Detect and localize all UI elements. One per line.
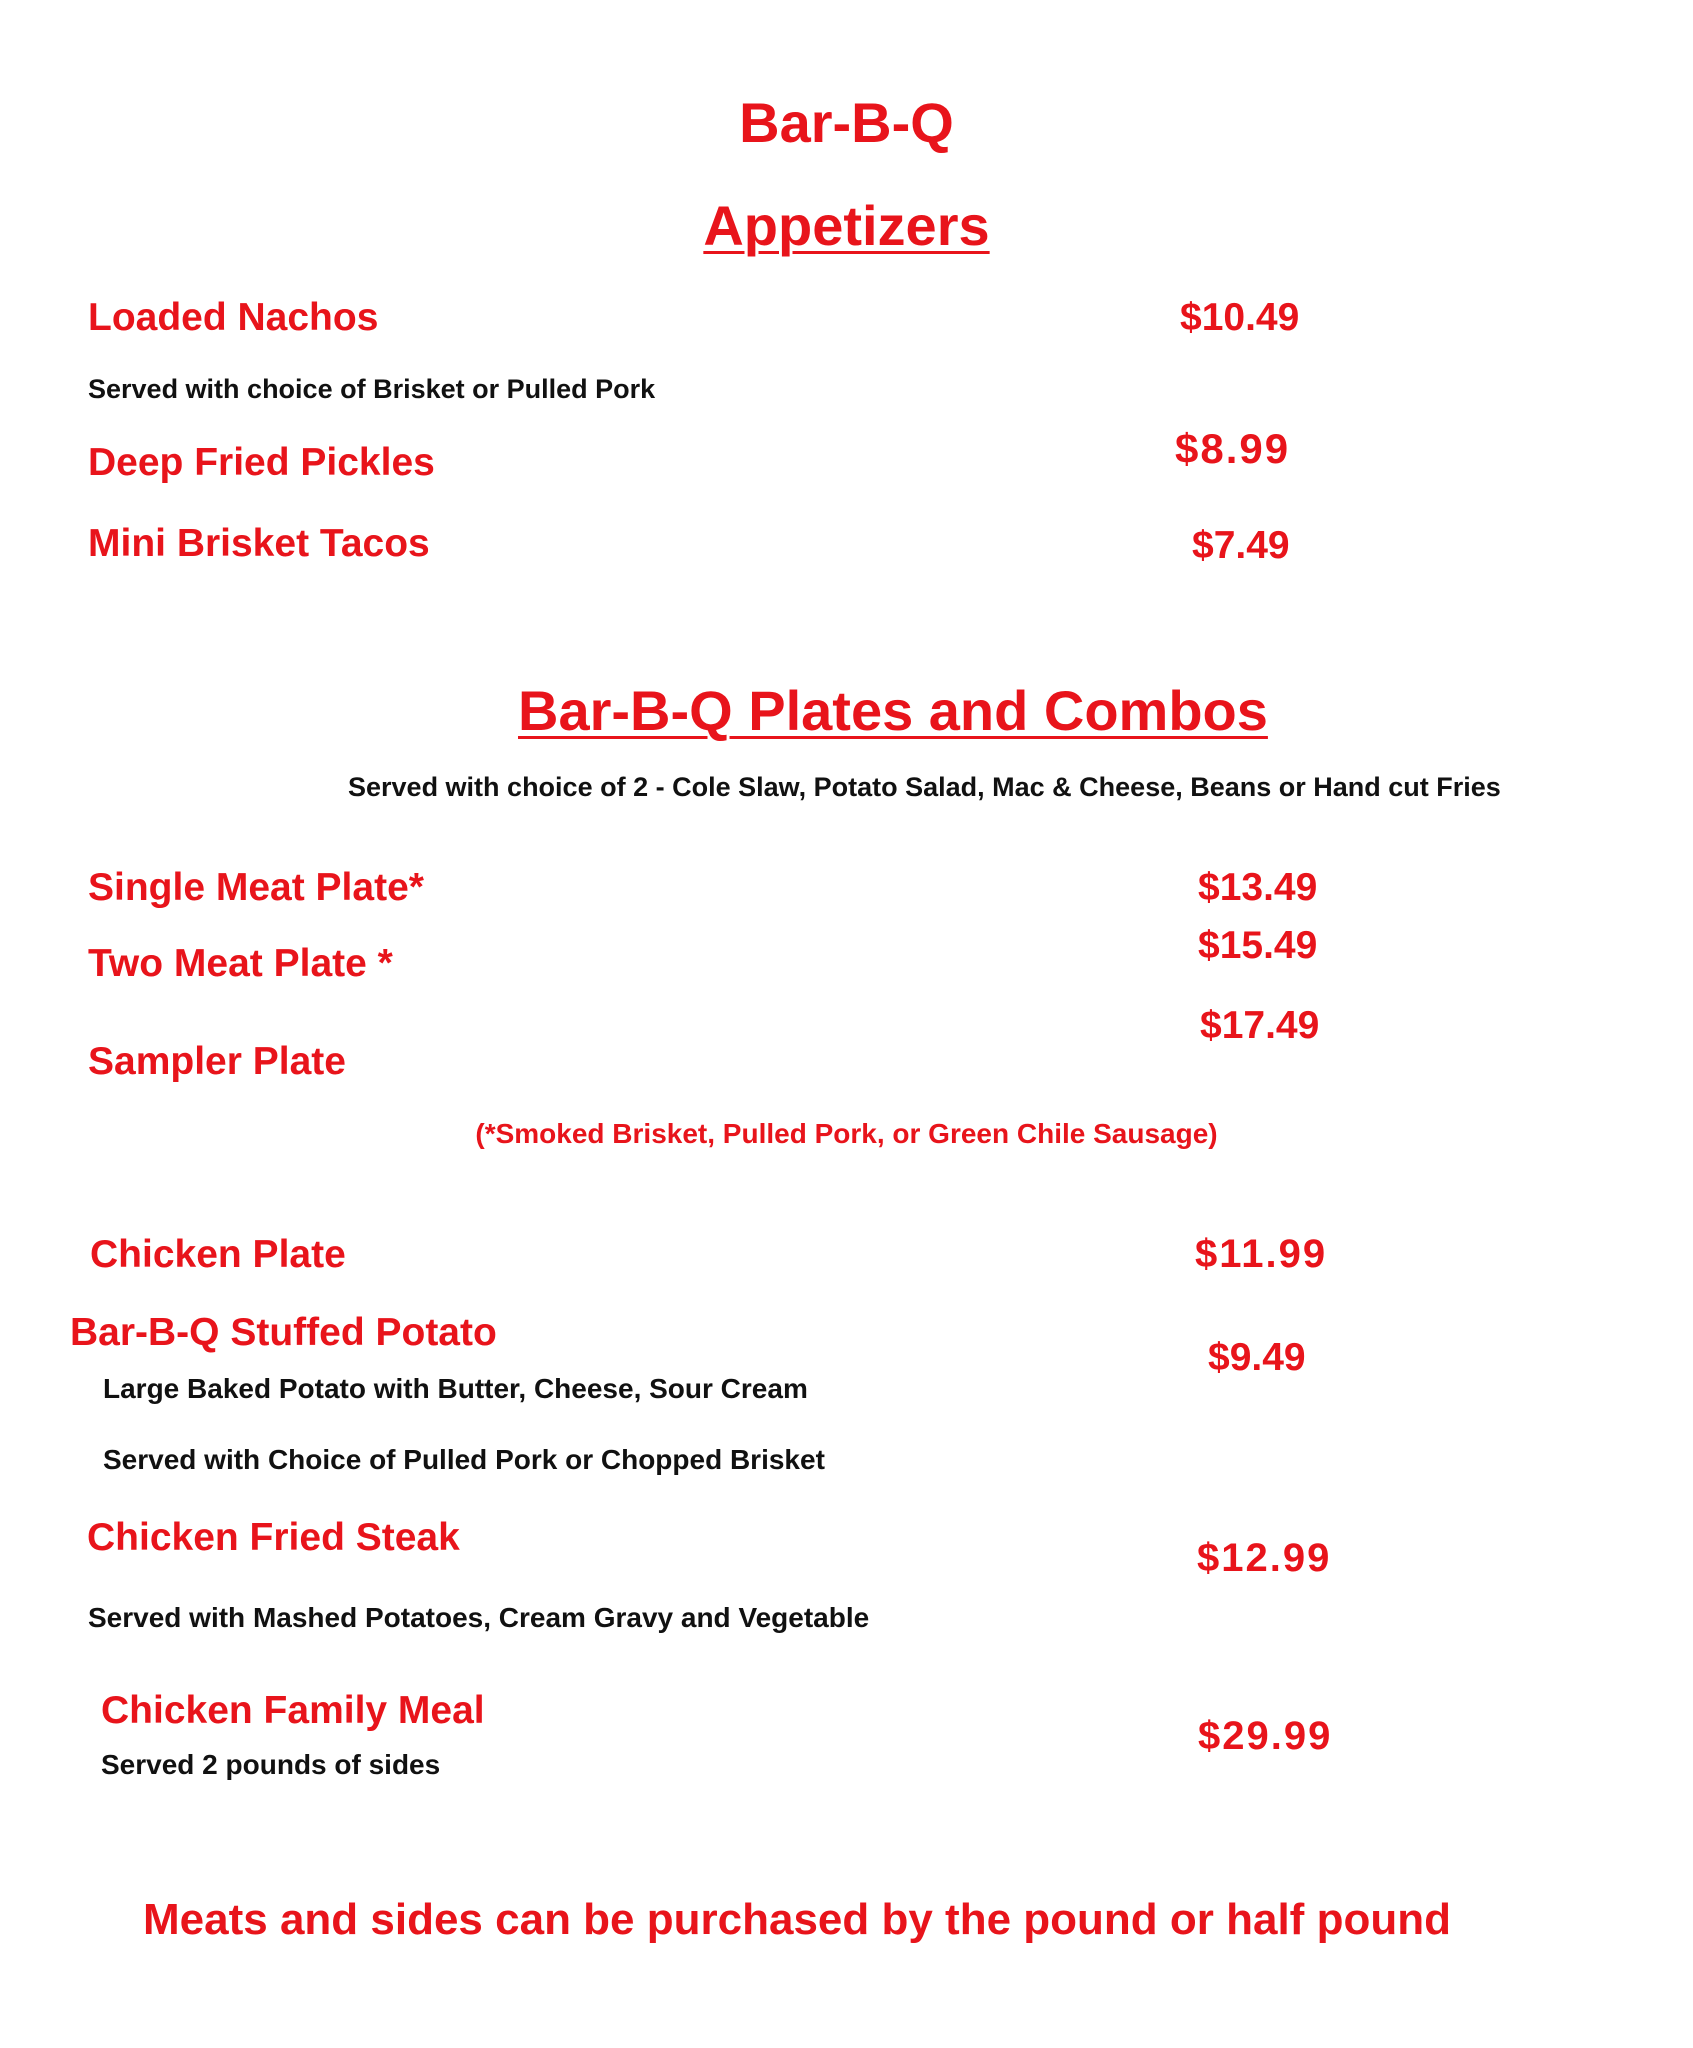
item-mini-brisket-tacos: Mini Brisket Tacos bbox=[88, 522, 430, 565]
desc-chicken-family-meal: Served 2 pounds of sides bbox=[101, 1749, 441, 1780]
price-two-meat-plate: $15.49 bbox=[1198, 924, 1318, 967]
price-chicken-plate: $11.99 bbox=[1195, 1232, 1328, 1276]
price-bbq-stuffed-potato: $9.49 bbox=[1208, 1336, 1306, 1379]
item-chicken-fried-steak: Chicken Fried Steak bbox=[87, 1516, 460, 1559]
price-deep-fried-pickles: $8.99 bbox=[1175, 425, 1291, 472]
item-loaded-nachos: Loaded Nachos bbox=[88, 296, 379, 339]
price-chicken-family-meal: $29.99 bbox=[1198, 1714, 1333, 1758]
menu-title: Bar-B-Q bbox=[739, 91, 954, 154]
item-chicken-family-meal: Chicken Family Meal bbox=[101, 1689, 485, 1732]
footer-note: Meats and sides can be purchased by the pound or half pound bbox=[143, 1895, 1451, 1944]
item-single-meat-plate: Single Meat Plate* bbox=[88, 866, 424, 909]
price-mini-brisket-tacos: $7.49 bbox=[1192, 524, 1290, 567]
item-deep-fried-pickles: Deep Fried Pickles bbox=[88, 441, 435, 484]
price-loaded-nachos: $10.49 bbox=[1180, 296, 1300, 339]
desc-bbq-stuffed-potato-2: Served with Choice of Pulled Pork or Chopped Brisket bbox=[103, 1444, 825, 1475]
item-two-meat-plate: Two Meat Plate * bbox=[88, 942, 393, 985]
desc-bbq-stuffed-potato-1: Large Baked Potato with Butter, Cheese, Sour Cream bbox=[103, 1373, 808, 1404]
desc-chicken-fried-steak: Served with Mashed Potatoes, Cream Gravy and Vegetable bbox=[88, 1602, 870, 1633]
price-sampler-plate: $17.49 bbox=[1200, 1004, 1320, 1047]
price-chicken-fried-steak: $12.99 bbox=[1197, 1536, 1332, 1580]
price-single-meat-plate: $13.49 bbox=[1198, 866, 1318, 909]
item-chicken-plate: Chicken Plate bbox=[90, 1233, 346, 1276]
meat-choice-note: (*Smoked Brisket, Pulled Pork, or Green Chile Sausage) bbox=[475, 1118, 1218, 1149]
appetizers-heading: Appetizers bbox=[703, 194, 990, 257]
plates-subheading: Served with choice of 2 - Cole Slaw, Potato Salad, Mac & Cheese, Beans or Hand cut Fries bbox=[348, 772, 1501, 802]
item-bbq-stuffed-potato: Bar-B-Q Stuffed Potato bbox=[70, 1311, 497, 1354]
item-sampler-plate: Sampler Plate bbox=[88, 1040, 346, 1083]
desc-loaded-nachos: Served with choice of Brisket or Pulled Pork bbox=[88, 374, 656, 404]
plates-heading: Bar-B-Q Plates and Combos bbox=[518, 679, 1268, 742]
